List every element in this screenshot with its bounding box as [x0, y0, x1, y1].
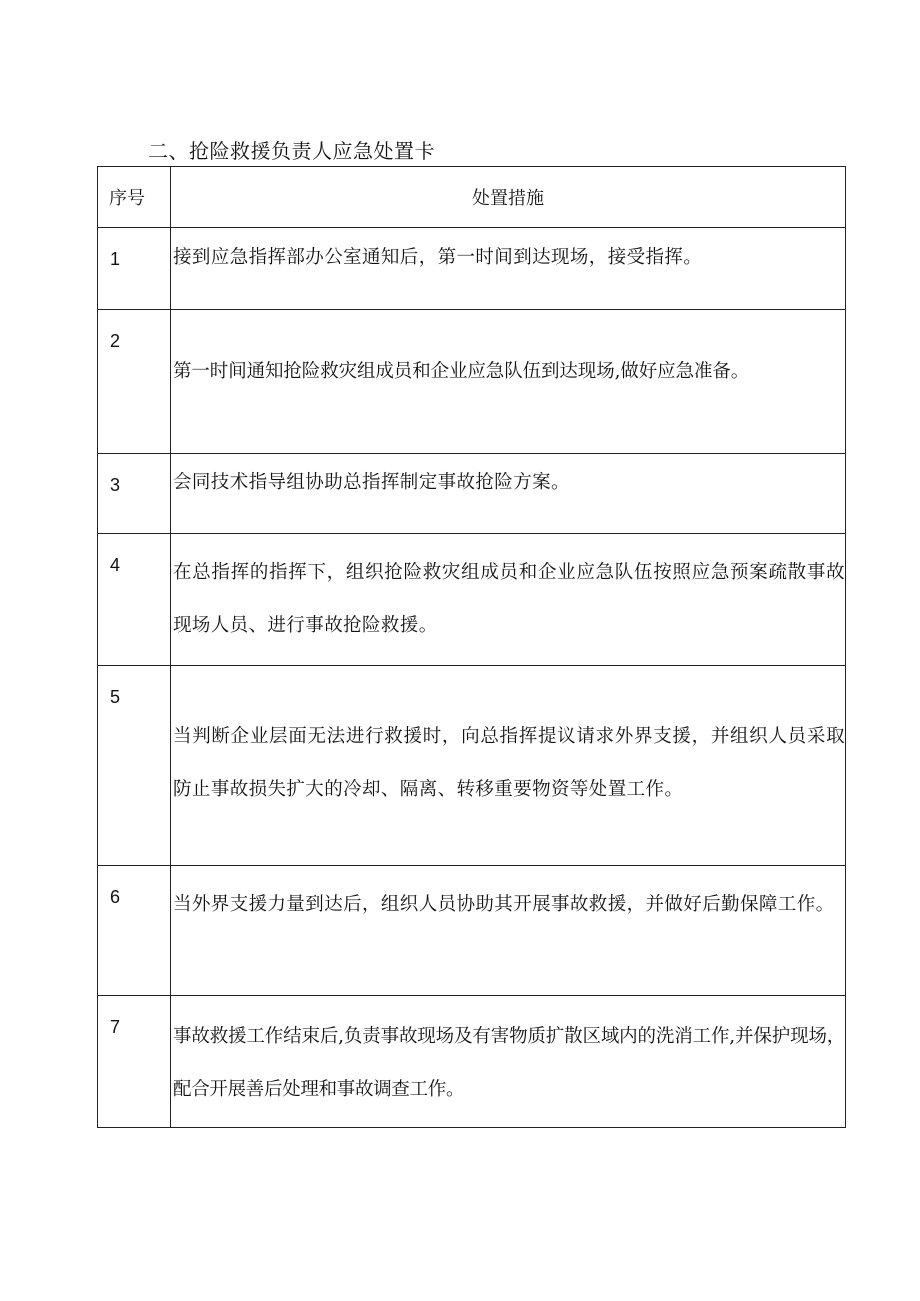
row-measure-text: 在总指挥的指挥下，组织抢险救灾组成员和企业应急队伍按照应急预案疏散事故现场人员、进行事故抢险救援。 [171, 534, 846, 666]
table-header-row [98, 167, 846, 228]
header-measures: 处置措施 [171, 167, 846, 228]
row-number: 7 [98, 996, 171, 1128]
table-row [98, 228, 846, 310]
table-row [98, 996, 846, 1128]
row-measure-text: 当外界支援力量到达后，组织人员协助其开展事故救援，并做好后勤保障工作。 [171, 866, 846, 996]
row-measure-text: 接到应急指挥部办公室通知后，第一时间到达现场，接受指挥。 [171, 228, 846, 310]
row-number: 6 [98, 866, 171, 996]
table-row [98, 666, 846, 866]
row-measure-text: 事故救援工作结束后,负责事故现场及有害物质扩散区域内的洗消工作,并保护现场，配合开展善后处理和事故调查工作。 [171, 996, 846, 1128]
row-number: 3 [98, 454, 171, 534]
table-row [98, 310, 846, 454]
page-title: 二、抢险救援负责人应急处置卡 [148, 139, 435, 163]
row-number: 4 [98, 534, 171, 666]
table-row [98, 454, 846, 534]
header-serial-number: 序号 [98, 167, 171, 228]
table-row [98, 866, 846, 996]
row-measure-text: 第一时间通知抢险救灾组成员和企业应急队伍到达现场,做好应急准备。 [171, 310, 846, 454]
table-row [98, 534, 846, 666]
measures-table [97, 166, 846, 1128]
row-measure-text: 会同技术指导组协助总指挥制定事故抢险方案。 [171, 454, 846, 534]
row-number: 5 [98, 666, 171, 866]
row-number: 1 [98, 228, 171, 310]
row-number: 2 [98, 310, 171, 454]
row-measure-text: 当判断企业层面无法进行救援时，向总指挥提议请求外界支援，并组织人员采取防止事故损失扩大的冷却、隔离、转移重要物资等处置工作。 [171, 666, 846, 866]
